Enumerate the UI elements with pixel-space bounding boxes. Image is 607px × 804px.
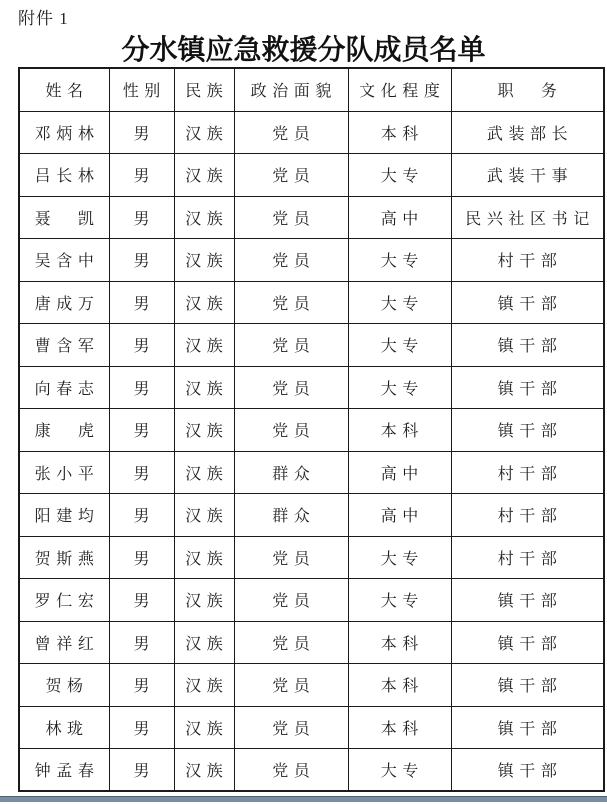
cell-education: 大专 (348, 749, 451, 792)
table-row (19, 154, 604, 197)
cell-ethnicity: 汉族 (174, 749, 234, 792)
cell-education: 大专 (348, 324, 451, 367)
cell-name: 吕长林 (19, 154, 109, 197)
table-row (19, 366, 604, 409)
cell-education: 本科 (348, 111, 451, 154)
cell-ethnicity: 汉族 (174, 664, 234, 707)
cell-ethnicity: 汉族 (174, 579, 234, 622)
cell-education: 大专 (348, 366, 451, 409)
table-header-row (19, 68, 604, 111)
cell-gender: 男 (109, 196, 174, 239)
cell-ethnicity: 汉族 (174, 451, 234, 494)
table-row (19, 196, 604, 239)
cell-position: 武装干事 (451, 154, 604, 197)
cell-political-status: 党员 (234, 409, 348, 452)
cell-political-status: 党员 (234, 196, 348, 239)
cell-gender: 男 (109, 111, 174, 154)
cell-name: 罗仁宏 (19, 579, 109, 622)
member-table (18, 67, 605, 792)
horizontal-scrollbar[interactable] (0, 796, 607, 802)
cell-political-status: 党员 (234, 281, 348, 324)
cell-name: 林珑 (19, 706, 109, 749)
cell-name: 阳建均 (19, 494, 109, 537)
cell-ethnicity: 汉族 (174, 281, 234, 324)
cell-gender: 男 (109, 664, 174, 707)
cell-political-status: 党员 (234, 111, 348, 154)
table-row (19, 706, 604, 749)
cell-political-status: 群众 (234, 451, 348, 494)
table-row (19, 621, 604, 664)
header-education: 文化程度 (348, 68, 451, 111)
cell-gender: 男 (109, 494, 174, 537)
cell-ethnicity: 汉族 (174, 706, 234, 749)
cell-position: 镇干部 (451, 706, 604, 749)
cell-gender: 男 (109, 579, 174, 622)
cell-position: 镇干部 (451, 621, 604, 664)
table-row (19, 494, 604, 537)
cell-gender: 男 (109, 749, 174, 792)
table-row (19, 281, 604, 324)
cell-education: 高中 (348, 196, 451, 239)
cell-position: 村干部 (451, 239, 604, 282)
cell-position: 村干部 (451, 451, 604, 494)
cell-name: 曾祥红 (19, 621, 109, 664)
cell-ethnicity: 汉族 (174, 409, 234, 452)
cell-name: 康 虎 (19, 409, 109, 452)
cell-name: 唐成万 (19, 281, 109, 324)
cell-position: 镇干部 (451, 749, 604, 792)
cell-education: 本科 (348, 621, 451, 664)
cell-education: 高中 (348, 494, 451, 537)
cell-ethnicity: 汉族 (174, 111, 234, 154)
table-row (19, 579, 604, 622)
cell-gender: 男 (109, 536, 174, 579)
cell-position: 村干部 (451, 494, 604, 537)
cell-political-status: 群众 (234, 494, 348, 537)
cell-education: 本科 (348, 664, 451, 707)
table-row (19, 664, 604, 707)
cell-ethnicity: 汉族 (174, 324, 234, 367)
table-row (19, 409, 604, 452)
cell-name: 钟孟春 (19, 749, 109, 792)
header-political-status: 政治面貌 (234, 68, 348, 111)
cell-name: 贺斯燕 (19, 536, 109, 579)
cell-education: 高中 (348, 451, 451, 494)
table-row (19, 536, 604, 579)
cell-education: 大专 (348, 281, 451, 324)
cell-gender: 男 (109, 409, 174, 452)
attachment-label: 附件 1 (18, 9, 69, 28)
table-row (19, 451, 604, 494)
cell-education: 大专 (348, 239, 451, 282)
cell-position: 镇干部 (451, 366, 604, 409)
cell-education: 大专 (348, 536, 451, 579)
cell-gender: 男 (109, 621, 174, 664)
cell-gender: 男 (109, 451, 174, 494)
cell-political-status: 党员 (234, 749, 348, 792)
cell-ethnicity: 汉族 (174, 154, 234, 197)
cell-gender: 男 (109, 239, 174, 282)
cell-ethnicity: 汉族 (174, 196, 234, 239)
cell-ethnicity: 汉族 (174, 621, 234, 664)
cell-political-status: 党员 (234, 706, 348, 749)
cell-gender: 男 (109, 154, 174, 197)
cell-gender: 男 (109, 706, 174, 749)
cell-political-status: 党员 (234, 664, 348, 707)
cell-political-status: 党员 (234, 621, 348, 664)
table-body (19, 111, 604, 791)
cell-position: 镇干部 (451, 664, 604, 707)
cell-name: 邓炳林 (19, 111, 109, 154)
cell-ethnicity: 汉族 (174, 536, 234, 579)
cell-political-status: 党员 (234, 324, 348, 367)
cell-position: 民兴社区书记 (451, 196, 604, 239)
cell-position: 镇干部 (451, 579, 604, 622)
table-row (19, 111, 604, 154)
cell-ethnicity: 汉族 (174, 366, 234, 409)
cell-ethnicity: 汉族 (174, 239, 234, 282)
cell-position: 村干部 (451, 536, 604, 579)
cell-position: 镇干部 (451, 324, 604, 367)
cell-ethnicity: 汉族 (174, 494, 234, 537)
cell-political-status: 党员 (234, 154, 348, 197)
table-row (19, 239, 604, 282)
cell-education: 大专 (348, 579, 451, 622)
cell-name: 张小平 (19, 451, 109, 494)
cell-political-status: 党员 (234, 579, 348, 622)
table-row (19, 749, 604, 792)
cell-political-status: 党员 (234, 239, 348, 282)
cell-gender: 男 (109, 324, 174, 367)
cell-name: 聂 凯 (19, 196, 109, 239)
cell-education: 大专 (348, 154, 451, 197)
cell-education: 本科 (348, 706, 451, 749)
cell-name: 向春志 (19, 366, 109, 409)
cell-political-status: 党员 (234, 536, 348, 579)
cell-name: 贺杨 (19, 664, 109, 707)
header-position: 职 务 (451, 68, 604, 111)
header-gender: 性别 (109, 68, 174, 111)
table-row (19, 324, 604, 367)
cell-position: 武装部长 (451, 111, 604, 154)
cell-position: 镇干部 (451, 281, 604, 324)
header-ethnicity: 民族 (174, 68, 234, 111)
header-name: 姓名 (19, 68, 109, 111)
cell-position: 镇干部 (451, 409, 604, 452)
page-title: 分水镇应急救援分队成员名单 (121, 34, 486, 65)
cell-gender: 男 (109, 281, 174, 324)
cell-education: 本科 (348, 409, 451, 452)
cell-political-status: 党员 (234, 366, 348, 409)
cell-name: 曹含军 (19, 324, 109, 367)
cell-gender: 男 (109, 366, 174, 409)
cell-name: 吴含中 (19, 239, 109, 282)
